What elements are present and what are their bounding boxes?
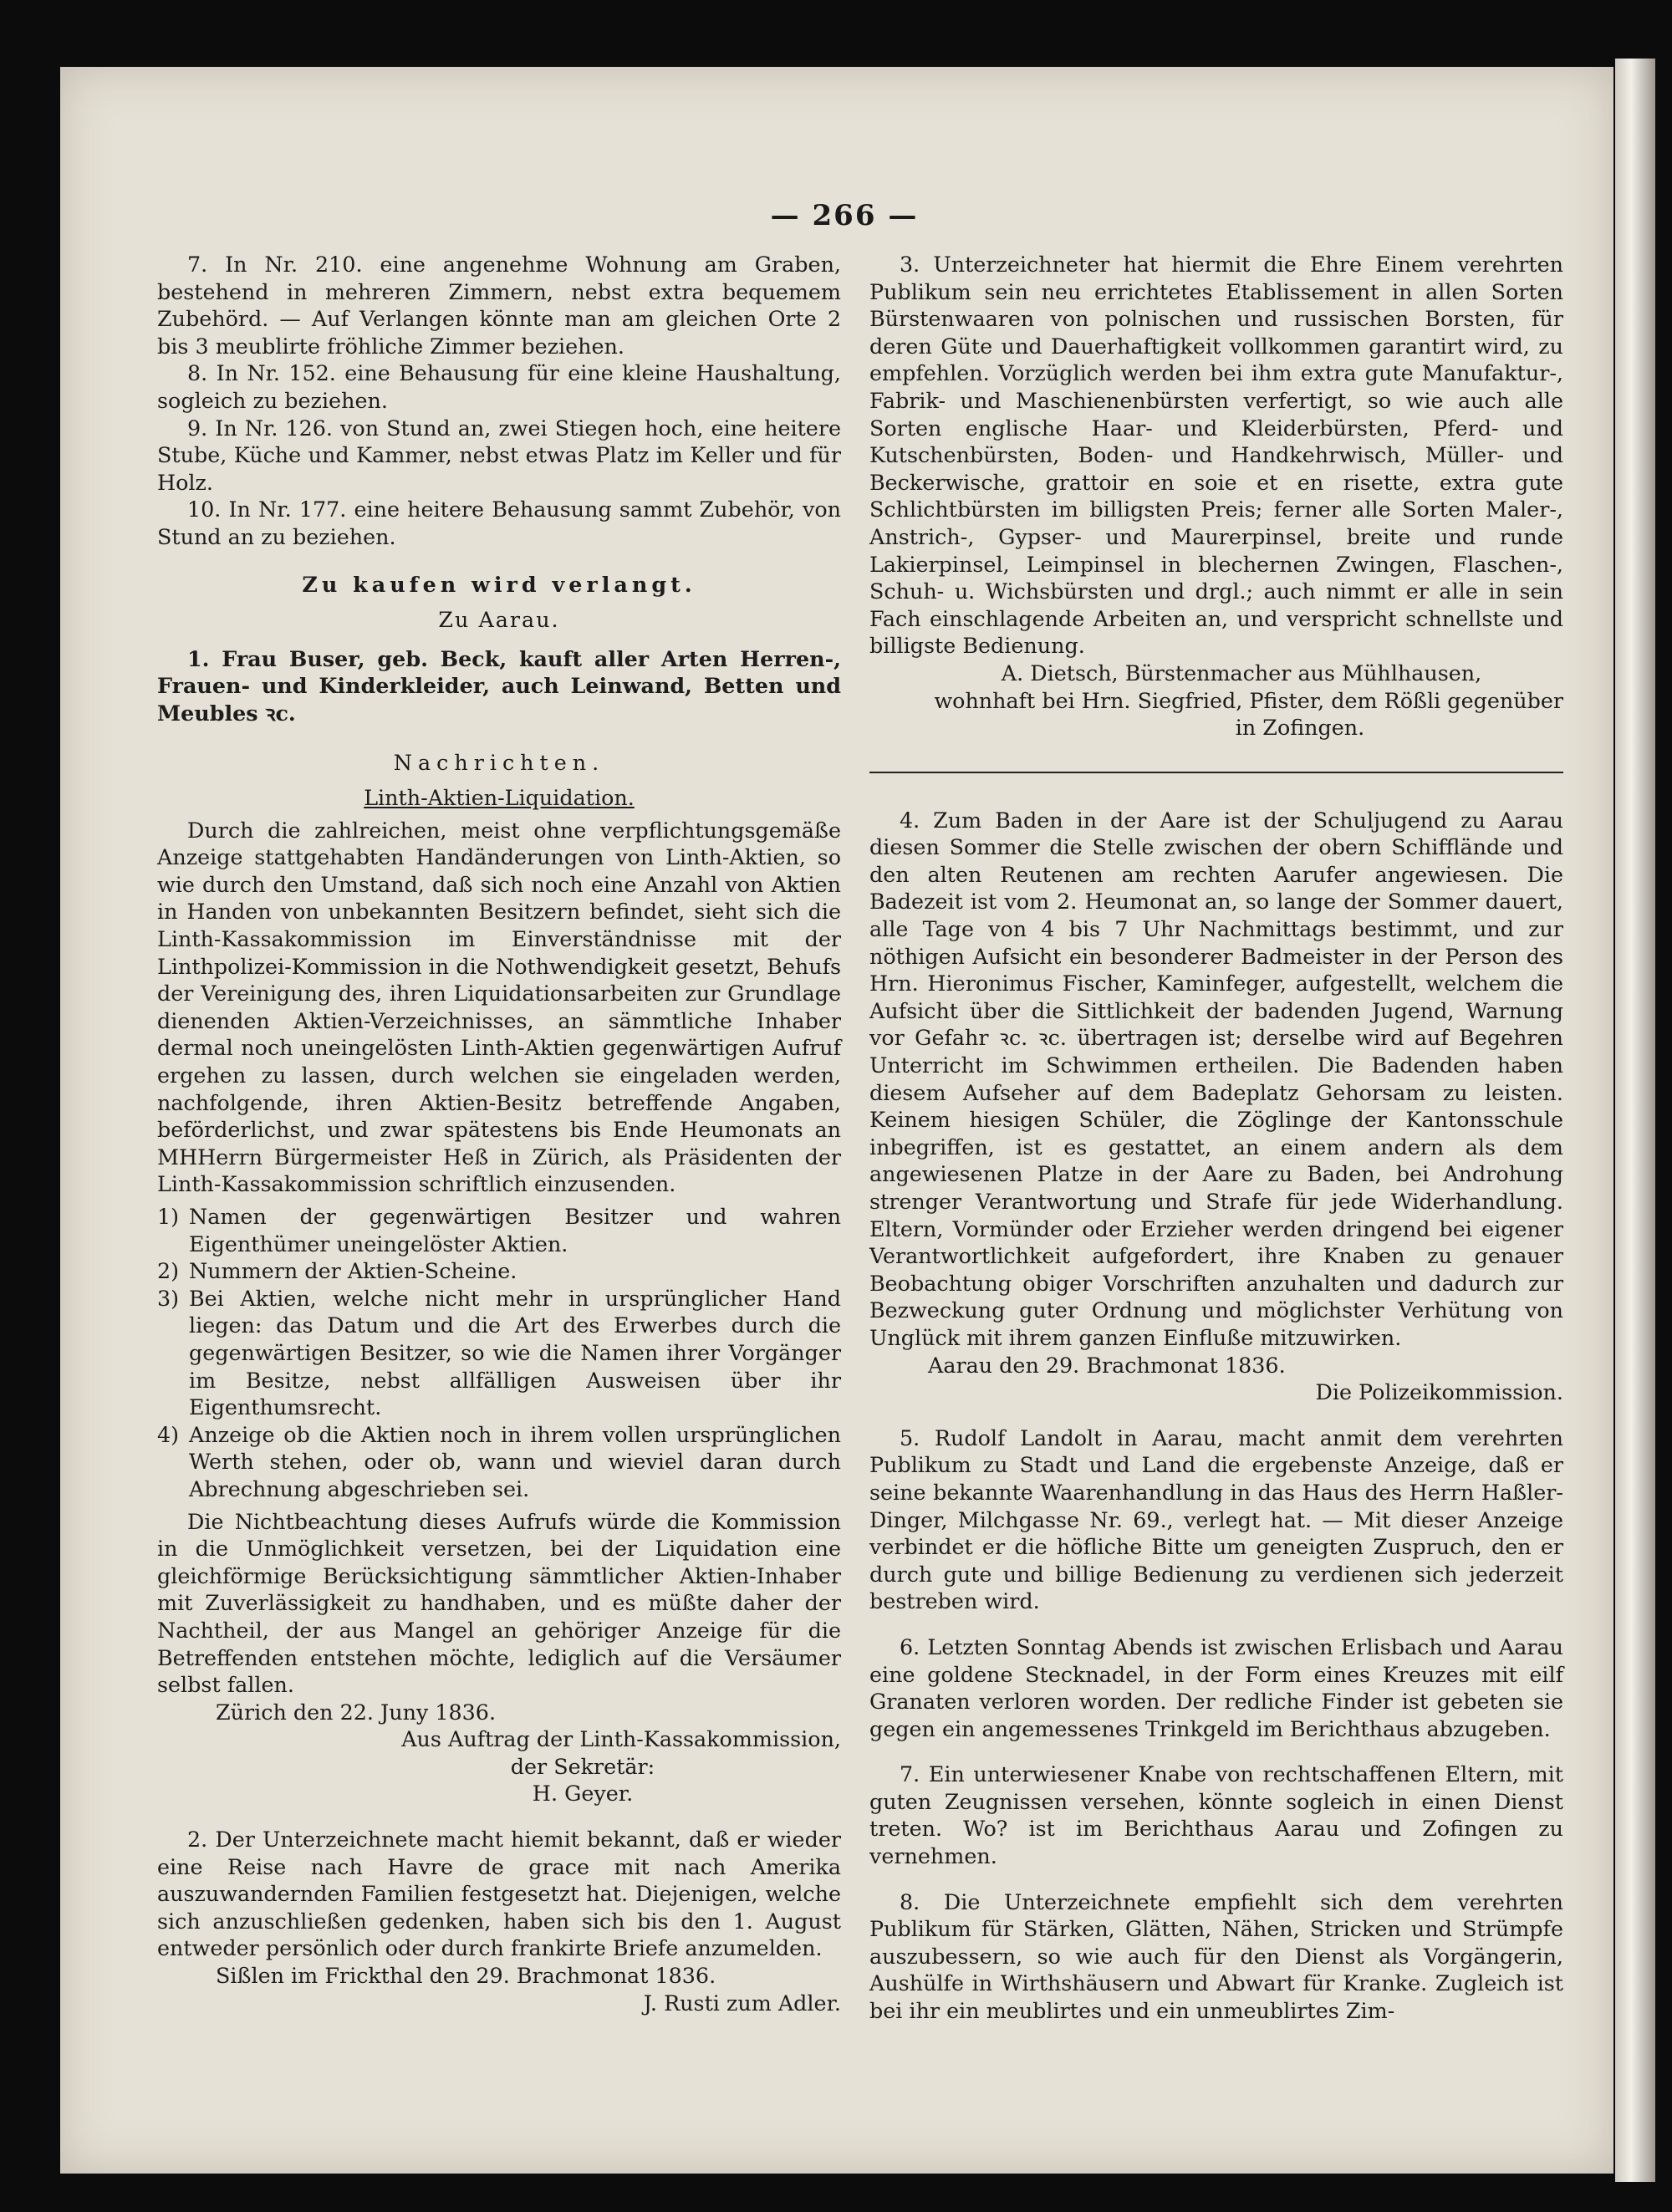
brush-signature-line-1: A. Dietsch, Bürstenmacher aus Mühlhausen, — [1001, 660, 1482, 686]
list-text: Bei Aktien, welche nicht mehr in ursprünglicher Hand liegen: das Datum und die Art des Erwerbes durch die gegenwärtigen Besitzer, so wie die Namen ihrer Vorgänger im Besitze, nebst allfälligen Ausweisen über ihr Eigenthumsrecht. — [189, 1285, 841, 1420]
landolt-notice: 5. Rudolf Landolt in Aarau, macht anmit dem verehrten Publikum zu Stadt und Land die ergebenste Anzeige, daß er seine bekannte Waarenhandlung in das Haus des Herrn Haßler-Dinger, Milchgasse Nr. 69., verlegt hat. — Mit dieser Anzeige verbindet er die höfliche Bitte um geneigten Zuspruch, den er durch gute und billige Bedienung zu verdienen sich jederzeit bestreben wird. — [869, 1425, 1563, 1614]
brush-advertisement: 3. Unterzeichneter hat hiermit die Ehre Einem verehrten Publikum sein neu errichtetes Etablissement in allen Sorten Bürstenwaaren von polnischen und russischen Borsten, für deren Güte und Dauerhaftigkeit vollkommen garantirt wird, zu empfehlen. Vorzüglich werden bei ihm extra gute Manufaktur-, Fabrik- und Maschienenbürsten verfertigt, so wie auch alle Sorten englische Haar- und Kleiderbürsten, Pferd- und Kutschenbürsten, Boden- und Handkehrwisch, Müller- und Beckerwische, grattoir en soie et en risette, extra gute Schlichtbürsten im billigsten Preis; ferner alle Sorten Maler-, Anstrich-, Gypser- und Maurerpinsel, breite und runde Lakierpinsel, Leimpinsel in blechernen Zwingen, Flaschen-, Schuh- u. Wichsbürsten und drgl.; auch nimmt er alle in sein Fach einschlagende Arbeiten an, und verspricht schnellste und billigste Bedienung. — [869, 252, 1563, 659]
servant-boy-notice: 7. Ein unterwiesener Knabe von rechtschaffenen Eltern, mit guten Zeugnissen versehen, könnte sogleich in einen Dienst treten. Wo? ist im Berichthaus Aarau und Zofingen zu vernehmen. — [869, 1761, 1563, 1869]
seamstress-notice: 8. Die Unterzeichnete empfiehlt sich dem verehrten Publikum für Stärken, Glätten, Nähen, Stricken und Strümpfe auszubessern, so wie auch für den Dienst als Vorgängerin, Aushülfe in Wirthshäusern und Abwart für Kranke. Zugleich ist bei ihr ein meublirtes und ein unmeublirtes Zim- — [869, 1888, 1563, 2024]
rental-entry-7: 7. In Nr. 210. eine angenehme Wohnung am Graben, bestehend in mehreren Zimmern, nebst extra bequemem Zubehörd. — Auf Verlangen könnte man am gleichen Orte 2 bis 3 meublirte fröhliche Zimmer beziehen. — [157, 252, 841, 359]
bathing-date: Aarau den 29. Brachmonat 1836. — [928, 1352, 1286, 1378]
liquidation-intro: Durch die zahlreichen, meist ohne verpflichtungsgemäße Anzeige stattgehabten Handänderungen von Linth-Aktien, so wie durch den Umstand, daß sich noch eine Anzahl von Aktien in Handen von unbekannten Besitzern befindet, sieht sich die Linth-Kassakommission im Einverständnisse mit der Linthpolizei-Kommission in die Nothwendigkeit gesetzt, Behufs der Vereinigung des, ihren Liquidationsarbeiten zur Grundlage dienenden Aktien-Verzeichnisses, an sämmtliche Inhaber dermal noch uneingelösten Linth-Aktien gegenwärtigen Aufruf ergehen zu lassen, durch welchen sie eingeladen werden, nachfolgende, ihren Aktien-Besitz betreffende Angaben, beförderlichst, und zwar spätestens bis Ende Heumonats an MHHerrn Bürgermeister Heß in Zürich, als Präsidenten der Linth-Kassakommission schriftlich einzusenden. — [157, 817, 841, 1197]
rental-entry-9: 9. In Nr. 126. von Stund an, zwei Stiegen hoch, eine heitere Stube, Küche und Kammer, nebst etwas Platz im Keller und für Holz. — [157, 415, 841, 495]
brush-signature-line-2: wohnhaft bei Hrn. Siegfried, Pfister, dem Rößli gegenüber — [934, 687, 1563, 713]
right-column — [869, 251, 1563, 2025]
page-number: — 266 — — [770, 199, 919, 232]
left-column — [157, 251, 841, 2016]
bathing-signature: Die Polizeikommission. — [1315, 1379, 1563, 1405]
liquidation-signature-line-1: Aus Auftrag der Linth-Kassakommission, — [401, 1726, 841, 1752]
liquidation-signature-line-2: der Sekretär: — [510, 1753, 655, 1779]
list-item — [157, 1257, 841, 1285]
bathing-notice: 4. Zum Baden in der Aare ist der Schuljugend zu Aarau diesen Sommer die Stelle zwischen der obern Schifflände und den alten Reutenen am rechten Aarufer angewiesen. Die Badezeit ist vom 2. Heumonat an, so lange der Sommer dauert, alle Tage von 4 bis 7 Uhr Nachmittags bestimmt, und zur nöthigen Aufsicht ein besonderer Badmeister in der Person des Hrn. Hieronimus Fischer, Kaminfeger, aufgestellt, welchem die Aufsicht über die Sittlichkeit der badenden Jugend, Warnung vor Gefahr ꝛc. ꝛc. übertragen ist; derselbe wird auf Begehren Unterricht im Schwimmen ertheilen. Die Badenden haben diesem Aufseher auf dem Badeplatz Gehorsam zu leisten. Keinem hiesigen Schüler, die Zöglinge der Kantonsschule inbegriffen, ist es gestattet, an einem andern als dem angewiesenen Platze in der Aare zu Baden, bei Androhung strenger Verantwortung und Strafe für jede Widerhandlung. Eltern, Vormünder oder Erzieher werden dringend bei eigener Verantwortlichkeit aufgefordert, ihre Knaben zu genauer Beobachtung obiger Vorschriften anzuhalten und dadurch zur Bezweckung guter Ordnung und möglichster Verhütung von Unglück mit ihrem ganzen Einfluße mitzuwirken. — [869, 807, 1563, 1350]
list-number: 1) — [157, 1204, 180, 1229]
wanted-item: 1. Frau Buser, geb. Beck, kauft aller Arten Herren-, Frauen- und Kinderkleider, auch Leinwand, Betten und Meubles ꝛc. — [157, 645, 841, 726]
wanted-heading: Zu kaufen wird verlangt. — [302, 571, 696, 597]
list-text: Anzeige ob die Aktien noch in ihrem vollen ursprünglichen Werth stehen, oder ob, wann und wieviel daran durch Abrechnung abgeschrieben sei. — [189, 1421, 841, 1501]
list-item — [157, 1203, 841, 1257]
wanted-place: Zu Aarau. — [438, 607, 560, 633]
news-heading: Nachrichten. — [393, 749, 605, 775]
liquidation-date: Zürich den 22. Juny 1836. — [216, 1699, 497, 1725]
liquidation-title: Linth-Aktien-Liquidation. — [364, 785, 635, 811]
rental-entry-8: 8. In Nr. 152. eine Behausung für eine kleine Haushaltung, sogleich zu beziehen. — [157, 360, 841, 413]
emigration-signature: J. Rusti zum Adler. — [643, 1990, 841, 2016]
liquidation-signature-line-3: H. Geyer. — [532, 1781, 634, 1807]
list-number: 3) — [157, 1285, 180, 1311]
liquidation-list — [157, 1203, 841, 1503]
list-number: 4) — [157, 1421, 180, 1447]
list-text: Namen der gegenwärtigen Besitzer und wahren Eigenthümer uneingelöster Aktien. — [189, 1204, 841, 1256]
list-item — [157, 1421, 841, 1503]
rental-entry-10: 10. In Nr. 177. eine heitere Behausung sammt Zubehör, von Stund an zu beziehen. — [157, 497, 841, 549]
liquidation-closing: Die Nichtbeachtung dieses Aufrufs würde die Kommission in die Unmöglichkeit versetzen, bei der Liquidation eine gleichförmige Berücksichtigung sämmtlicher Aktien-Inhaber mit Zuverlässigkeit zu handhaben, und es müßte daher der Nachtheil, der aus Mangel an gehöriger Anzeige für die Betreffenden entstehen möchte, lediglich auf die Versäumer selbst fallen. — [157, 1508, 841, 1698]
list-number: 2) — [157, 1258, 180, 1284]
lost-item-notice: 6. Letzten Sonntag Abends ist zwischen Erlisbach und Aarau eine goldene Stecknadel, in der Form eines Kreuzes mit eilf Granaten verloren worden. Der redliche Finder ist gebeten sie gegen ein angemessenes Trinkgeld im Berichthaus abzugeben. — [869, 1634, 1563, 1741]
page-edge — [1615, 59, 1655, 2182]
emigration-notice: 2. Der Unterzeichnete macht hiemit bekannt, daß er wieder eine Reise nach Havre de grace mit nach Amerika auszuwandernden Familien festgesetzt hat. Diejenigen, welche sich anzuschließen gedenken, haben sich bis den 1. August entweder persönlich oder durch frankirte Briefe anzumelden. — [157, 1827, 841, 1961]
list-text: Nummern der Aktien-Scheine. — [189, 1258, 517, 1284]
emigration-date: Sißlen im Frickthal den 29. Brachmonat 1836. — [216, 1963, 716, 1989]
section-divider — [869, 772, 1563, 773]
list-item — [157, 1285, 841, 1421]
brush-signature-line-3: in Zofingen. — [1235, 715, 1365, 741]
